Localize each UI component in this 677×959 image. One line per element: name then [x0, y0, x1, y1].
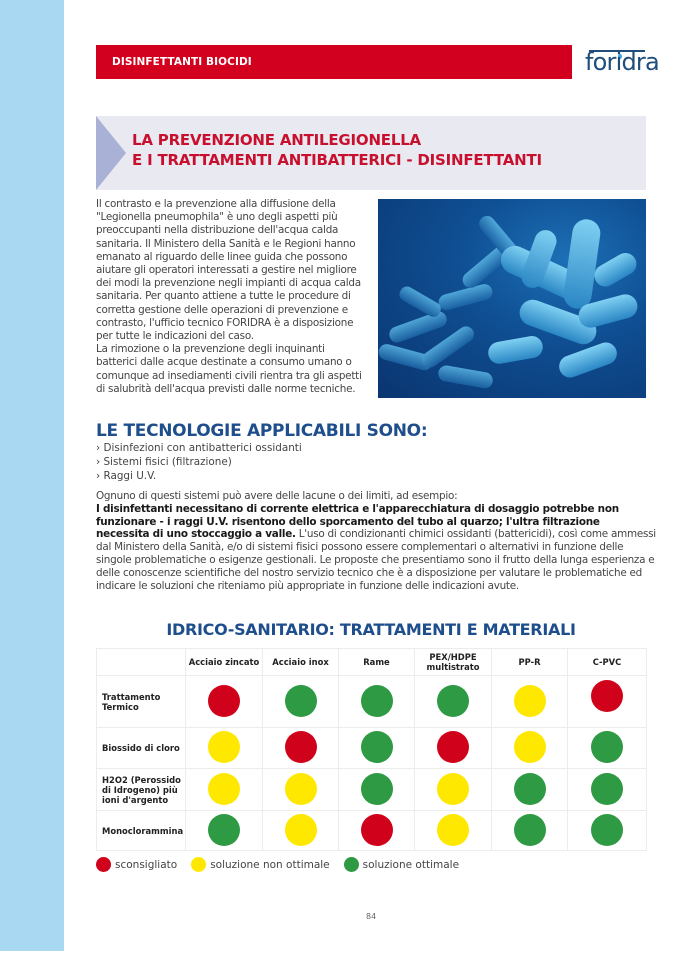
- technologies-list: [96, 441, 302, 483]
- treatments-materials-table: [96, 648, 647, 851]
- technologies-heading: LE TECNOLOGIE APPLICABILI SONO:: [96, 421, 428, 441]
- status-dot: [437, 731, 469, 763]
- table-title: IDRICO-SANITARIO: TRATTAMENTI E MATERIALI: [166, 620, 576, 639]
- technology-item: › Raggi U.V.: [96, 470, 157, 482]
- status-dot: [437, 685, 469, 717]
- legend-label: sconsigliato: [115, 858, 178, 871]
- row-label: H2O2 (Perossido di Idrogeno) più ioni d'argento: [97, 769, 186, 811]
- column-header: Rame: [339, 649, 415, 676]
- technology-item: › Disinfezioni con antibatterici ossidanti: [96, 442, 302, 454]
- legend-item-yellow: [191, 857, 329, 872]
- bacteria-illustration: [378, 199, 646, 398]
- legend-label: soluzione ottimale: [362, 858, 460, 871]
- limitations-bold-text: I disinfettanti necessitano di corrente elettrica e l'apparecchiatura di dosaggio potrebbe non funzionare - i raggi U.V. risentono dello sporcamento del tubo al quarzo; l'ultra filtrazione necessita di uno stoccaggio a valle.: [96, 502, 619, 541]
- status-dot: [591, 773, 623, 805]
- status-dot: [437, 814, 469, 846]
- yellow-dot-icon: [191, 857, 206, 872]
- left-sidebar-strip: [0, 0, 64, 951]
- limitations-rest-text: L'uso di condizionanti chimici ossidanti (battericidi), così come ammessi dal Ministero della Sanità, e/o di sistemi fisici possono essere complementari o alternativi in funzione delle singole problematiche o esigenze gestionali. Le proposte che presentiamo sono il frutto della lunga esperienza e delle conoscenze scientifiche del nostro servizio tecnico che è a disposizione per valutare le problematiche ed indicare le soluzioni che riteniamo più appropriate in funzione delle indicazioni avute.: [96, 528, 656, 592]
- status-dot: [514, 685, 546, 717]
- table-row: [97, 676, 647, 728]
- table-row: [97, 769, 647, 811]
- status-dot: [208, 814, 240, 846]
- technology-item: › Sistemi fisici (filtrazione): [96, 456, 232, 468]
- section-label: DISINFETTANTI BIOCIDI: [112, 56, 252, 68]
- status-dot: [208, 731, 240, 763]
- status-dot: [514, 814, 546, 846]
- red-dot-icon: [96, 857, 111, 872]
- status-dot: [208, 685, 240, 717]
- limitations-paragraph: [96, 490, 656, 592]
- row-label: Monoclorammina: [97, 811, 186, 851]
- intro-text: [96, 198, 368, 396]
- legionella-bacteria-photo: [378, 199, 646, 398]
- status-dot: [514, 731, 546, 763]
- column-header: Acciaio zincato: [186, 649, 263, 676]
- intro-paragraph-1: Il contrasto e la prevenzione alla diffusione della "Legionella pneumophila" è uno degli aspetti più preoccupanti nella distribuzione dell'acqua calda sanitaria. Il Ministero della Sanità e le Regioni hanno emanato al riguardo delle linee guida che possono aiutare gli operatori interessati a gestire nel migliore dei modi la prevenzione negli impianti di acqua calda sanitaria. Per quanto attiene a tutte le procedure di corretta gestione delle operazioni di prevenzione e contrasto, l'ufficio tecnico FORIDRA è a disposizione per tutte le indicazioni del caso.: [96, 198, 361, 343]
- status-dot: [285, 773, 317, 805]
- status-dot: [361, 773, 393, 805]
- arrow-icon: [96, 116, 126, 190]
- status-dot: [361, 814, 393, 846]
- status-dot: [285, 814, 317, 846]
- status-dot: [591, 680, 623, 712]
- status-dot: [361, 731, 393, 763]
- status-dot: [361, 685, 393, 717]
- row-label: Trattamento Termico: [97, 676, 186, 728]
- page-title-line-2: E I TRATTAMENTI ANTIBATTERICI - DISINFETTANTI: [132, 151, 542, 169]
- status-dot: [437, 773, 469, 805]
- status-dot: [591, 731, 623, 763]
- page-title-line-1: LA PREVENZIONE ANTILEGIONELLA: [132, 131, 421, 149]
- status-dot: [285, 685, 317, 717]
- column-header: PEX/HDPE multistrato: [415, 649, 492, 676]
- green-dot-icon: [344, 857, 359, 872]
- status-dot: [285, 731, 317, 763]
- foridra-logo: [585, 48, 659, 80]
- legend-item-red: [96, 857, 177, 872]
- status-dot: [208, 773, 240, 805]
- table-row: [97, 811, 647, 851]
- column-header: PP-R: [492, 649, 568, 676]
- table-header-row: [97, 649, 647, 676]
- column-header: Acciaio inox: [263, 649, 339, 676]
- legend-item-green: [344, 857, 459, 872]
- status-dot: [514, 773, 546, 805]
- row-label: Biossido di cloro: [97, 728, 186, 769]
- column-header: C-PVC: [568, 649, 647, 676]
- logo-text: foridra: [585, 48, 659, 76]
- section-header-bar: [96, 45, 572, 79]
- legend-label: soluzione non ottimale: [210, 858, 330, 871]
- status-dot: [591, 814, 623, 846]
- legend: [96, 857, 473, 872]
- table-corner-cell: [97, 649, 186, 676]
- table-row: [97, 728, 647, 769]
- page-number: 84: [366, 912, 377, 921]
- intro-paragraph-2: La rimozione o la prevenzione degli inquinanti batterici dalle acque destinate a consumo umano o comunque ad insediamenti civili rientra tra gli aspetti di salubrità dell'acqua previsti dalle norme tecniche.: [96, 343, 362, 395]
- limitations-intro: Ognuno di questi sistemi può avere delle lacune o dei limiti, ad esempio:: [96, 490, 458, 502]
